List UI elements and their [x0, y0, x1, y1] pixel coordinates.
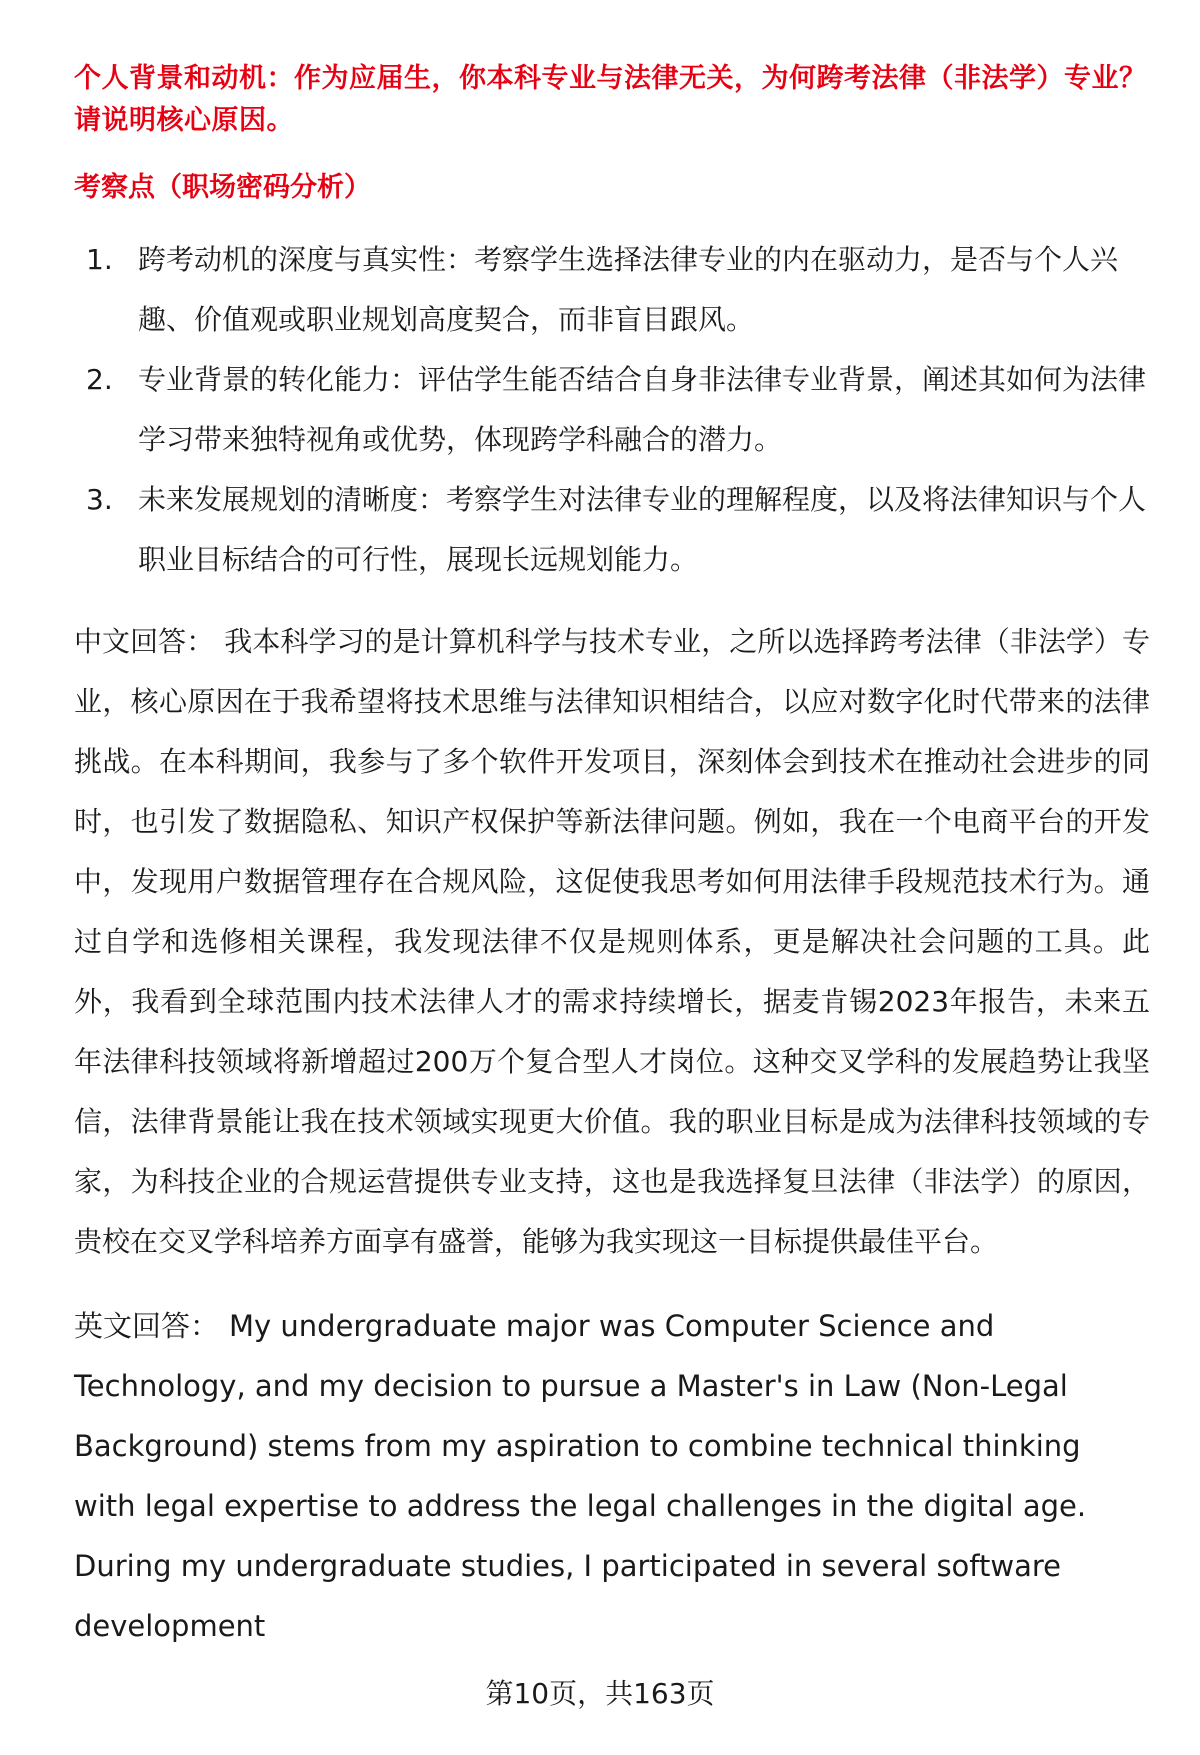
- list-item: [74, 470, 1150, 590]
- list-item-number: 3.: [86, 483, 113, 516]
- assessment-points-list: [74, 230, 1150, 590]
- document-page: [74, 58, 1150, 1656]
- chinese-answer-label: 中文回答：: [74, 625, 215, 658]
- english-answer-text: My undergraduate major was Computer Science and Technology, and my decision to pursue a Master's in Law (Non-Legal Background) stems from my aspiration to combine technical thinking with legal expertise to address the legal challenges in the digital age. During my undergraduate studies, I participated in several software development: [74, 1309, 1087, 1643]
- english-answer-label: 英文回答：: [74, 1309, 220, 1343]
- chinese-answer: [74, 612, 1150, 1272]
- question-heading: 个人背景和动机：作为应届生，你本科专业与法律无关，为何跨考法律（非法学）专业？请说明核心原因。: [74, 63, 1147, 136]
- list-item-text: 跨考动机的深度与真实性：考察学生选择法律专业的内在驱动力，是否与个人兴趣、价值观或职业规划高度契合，而非盲目跟风。: [138, 243, 1119, 336]
- list-item: [74, 350, 1150, 470]
- chinese-answer-text: 我本科学习的是计算机科学与技术专业，之所以选择跨考法律（非法学）专业，核心原因在于我希望将技术思维与法律知识相结合，以应对数字化时代带来的法律挑战。在本科期间，我参与了多个软件开发项目，深刻体会到技术在推动社会进步的同时，也引发了数据隐私、知识产权保护等新法律问题。例如，我在一个电商平台的开发中，发现用户数据管理存在合规风险，这促使我思考如何用法律手段规范技术行为。通过自学和选修相关课程，我发现法律不仅是规则体系，更是解决社会问题的工具。此外，我看到全球范围内技术法律人才的需求持续增长，据麦肯锡2023年报告，未来五年法律科技领域将新增超过200万个复合型人才岗位。这种交叉学科的发展趋势让我坚信，法律背景能让我在技术领域实现更大价值。我的职业目标是成为法律科技领域的专家，为科技企业的合规运营提供专业支持，这也是我选择复旦法律（非法学）的原因，贵校在交叉学科培养方面享有盛誉，能够为我实现这一目标提供最佳平台。: [74, 625, 1150, 1258]
- list-item-number: 2.: [86, 363, 113, 396]
- english-answer: [74, 1296, 1150, 1656]
- list-item: [74, 230, 1150, 350]
- section-title: 考察点（职场密码分析）: [74, 172, 371, 203]
- list-item-text: 未来发展规划的清晰度：考察学生对法律专业的理解程度，以及将法律知识与个人职业目标结合的可行性，展现长远规划能力。: [138, 483, 1147, 576]
- list-item-text: 专业背景的转化能力：评估学生能否结合自身非法律专业背景，阐述其如何为法律学习带来独特视角或优势，体现跨学科融合的潜力。: [138, 363, 1147, 456]
- list-item-number: 1.: [86, 243, 113, 276]
- page-number: 第10页，共163页: [485, 1677, 715, 1710]
